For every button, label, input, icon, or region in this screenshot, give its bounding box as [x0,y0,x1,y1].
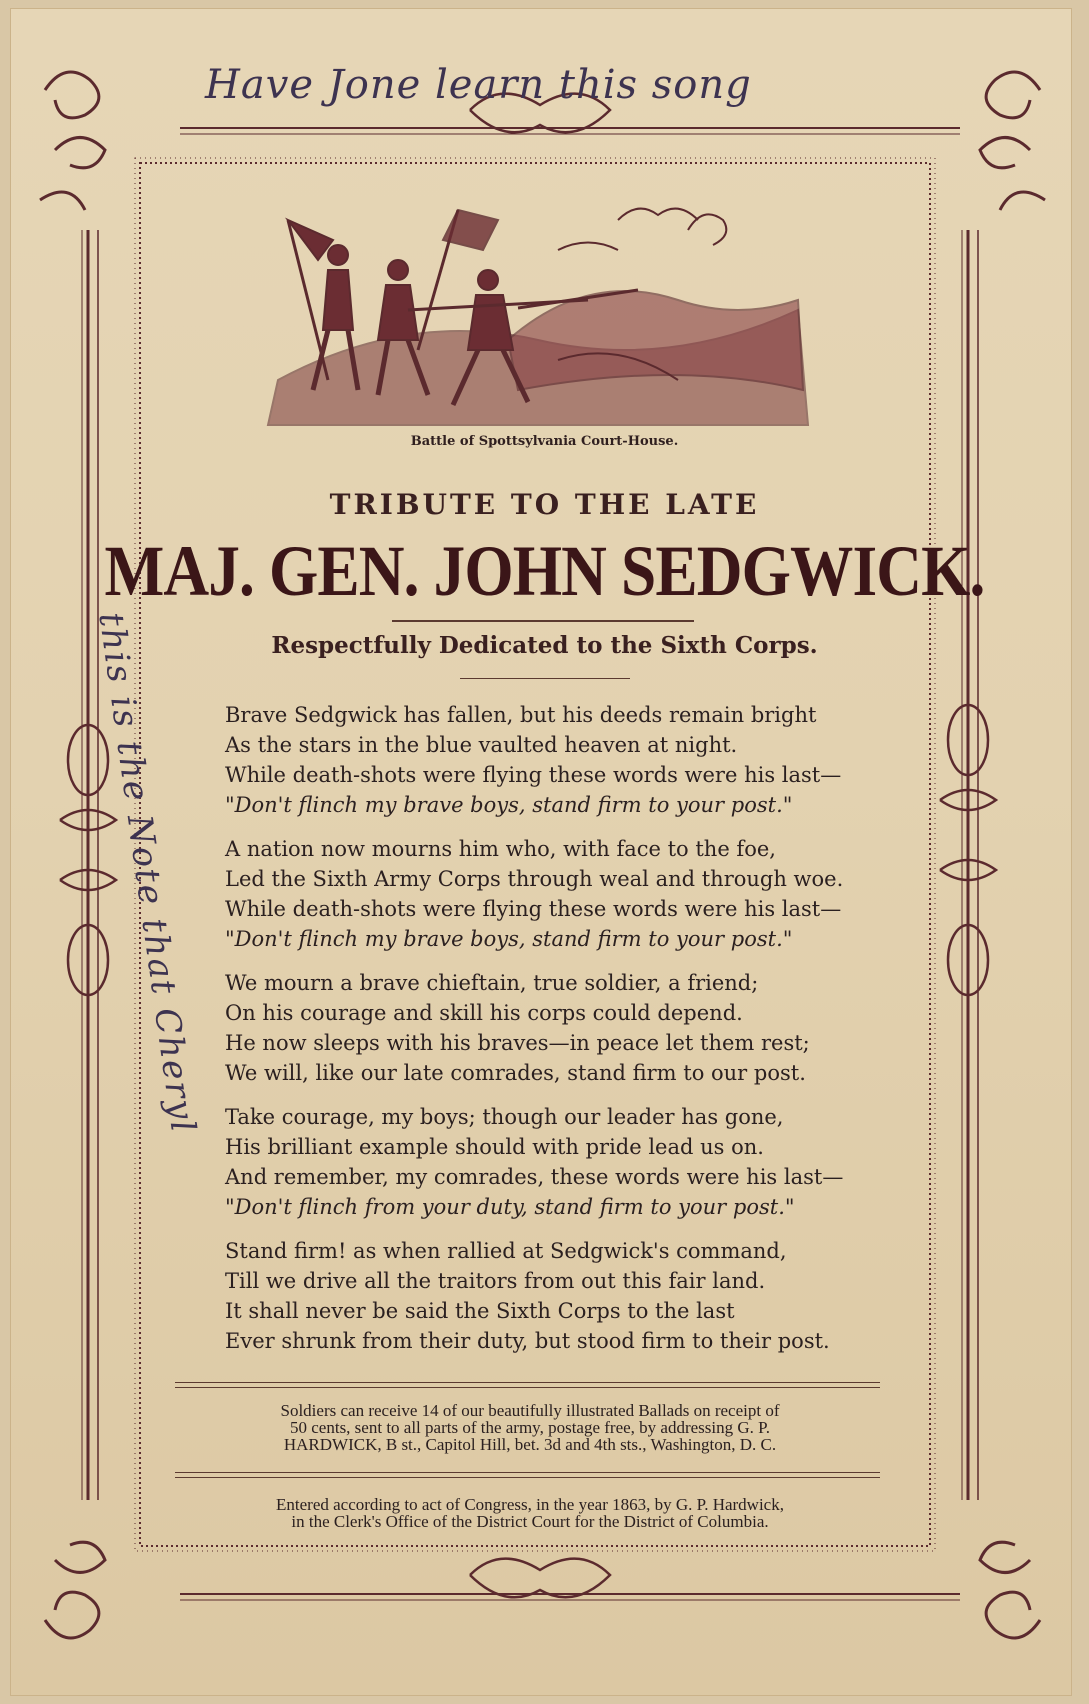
handwritten-note-top: Have Jone learn this song [205,62,752,108]
tribute-heading: TRIBUTE TO THE LATE [329,488,760,521]
verse-line: Ever shrunk from their duty, but stood firm to their post. [225,1329,830,1353]
advert-line: HARDWICK, B st., Capitol Hill, bet. 3d and 4th sts., Washington, D. C. [283,1435,777,1454]
copyright-notice [170,1496,890,1530]
illustration-caption: Battle of Spottsylvania Court-House. [410,434,679,449]
verse-line: He now sleeps with his braves—in peace let them rest; [225,1031,810,1055]
dedication: Respectfully Dedicated to the Sixth Corps. [271,632,818,659]
verse-line: "Don't flinch my brave boys, stand firm to your post." [225,927,793,951]
rule-above-copyright [175,1472,880,1478]
verse-line: "Don't flinch from your duty, stand firm to your post." [225,1195,795,1219]
advert-line: Soldiers can receive 14 of our beautifully illustrated Ballads on receipt of [280,1401,780,1420]
song-verses [225,700,885,1370]
verse-line: Till we drive all the traitors from out this fair land. [225,1269,766,1293]
advert-line: 50 cents, sent to all parts of the army, postage free, by addressing G. P. [290,1418,770,1437]
verse-line: A nation now mourns him who, with face to the foe, [225,837,776,861]
battle-illustration [258,190,818,440]
verse-line: On his courage and skill his corps could depend. [225,1001,743,1025]
verse-line: We mourn a brave chieftain, true soldier, a friend; [225,971,759,995]
rule-below-dedication [460,678,630,679]
rule-above-dedication [392,620,694,622]
stanza-3 [225,968,885,1088]
verse-line: Take courage, my boys; though our leader has gone, [225,1105,784,1129]
verse-line: Brave Sedgwick has fallen, but his deeds remain bright [225,703,817,727]
copyright-line: Entered according to act of Congress, in the year 1863, by G. P. Hardwick, [276,1495,784,1514]
stanza-5 [225,1236,885,1356]
verse-line: While death-shots were flying these words were his last— [225,897,842,921]
verse-line: Stand firm! as when rallied at Sedgwick's command, [225,1239,787,1263]
verse-line: While death-shots were flying these words were his last— [225,763,842,787]
verse-line: Led the Sixth Army Corps through weal and through woe. [225,867,844,891]
handwritten-note-margin: this is the Note that Cheryl [90,610,204,1137]
copyright-line: in the Clerk's Office of the District Court for the District of Columbia. [291,1512,769,1531]
verse-line: "Don't flinch my brave boys, stand firm to your post." [225,793,793,817]
rule-above-advert [175,1382,880,1388]
stanza-1 [225,700,885,820]
verse-line: His brilliant example should with pride lead us on. [225,1135,764,1159]
verse-line: As the stars in the blue vaulted heaven at night. [225,733,738,757]
advert-notice [170,1402,890,1453]
verse-line: And remember, my comrades, these words were his last— [225,1165,844,1189]
verse-line: We will, like our late comrades, stand firm to our post. [225,1061,806,1085]
stanza-2 [225,834,885,954]
verse-line: It shall never be said the Sixth Corps to the last [225,1299,735,1323]
main-title: MAJ. GEN. JOHN SEDGWICK. [104,531,985,611]
stanza-4 [225,1102,885,1222]
